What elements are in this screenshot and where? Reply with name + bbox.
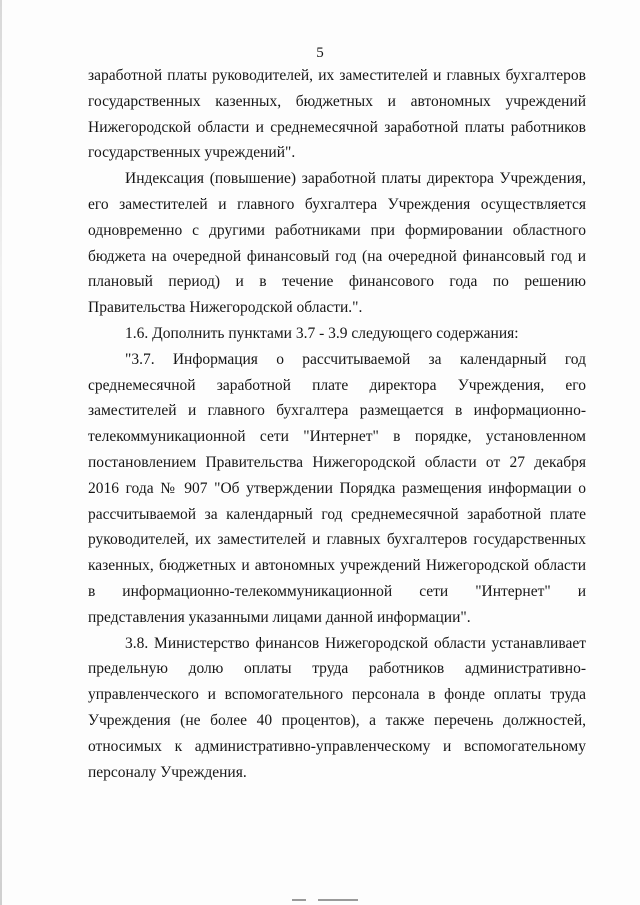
- text-line: "3.7. Информация о рассчитываемой за календарный год: [125, 350, 586, 368]
- text-line: заработной платы руководителей, их заместителей и главных бухгалтеров: [88, 67, 586, 84]
- text-line: заместителей и главного бухгалтера размещается в информационно-: [88, 402, 586, 420]
- scan-mark: [292, 899, 306, 901]
- scan-mark: [318, 899, 358, 901]
- text-line: относимых к административно-управленческому и вспомогательному: [88, 737, 586, 755]
- scan-edge-shadow: [0, 0, 2, 905]
- page-number: 5: [316, 45, 324, 61]
- text-line: бюджета на очередной финансовый год (на очередной финансовый год и: [88, 247, 586, 265]
- text-line: 2016 года № 907 "Об утверждении Порядка размещения информации о: [88, 479, 586, 497]
- text-line: постановлением Правительства Нижегородской области от 27 декабря: [88, 453, 586, 471]
- text-line: одновременно с другими работниками при формировании областного: [88, 221, 586, 239]
- text-line: предельную долю оплаты труда работников административно-: [88, 660, 586, 678]
- text-line: 1.6. Дополнить пунктами 3.7 - 3.9 следующего содержания:: [125, 324, 519, 342]
- text-line: персоналу Учреждения.: [88, 763, 247, 781]
- text-line: представления указанными лицами данной информации".: [88, 608, 471, 626]
- text-line: среднемесячной заработной плате директора Учреждения, его: [88, 376, 586, 394]
- text-line: Нижегородской области и среднемесячной заработной платы работников: [88, 118, 586, 136]
- text-line: его заместителей и главного бухгалтера Учреждения осуществляется: [88, 195, 586, 213]
- text-line: плановый период) и в течение финансового года по решению: [88, 273, 586, 291]
- text-line: рассчитываемой за календарный год среднемесячной заработной плате: [88, 505, 586, 523]
- text-line: казенных, бюджетных и автономных учреждений Нижегородской области: [88, 557, 586, 575]
- text-line: в информационно-телекоммуникационной сети "Интернет" и: [88, 582, 586, 600]
- text-line: Индексация (повышение) заработной платы директора Учреждения,: [125, 170, 586, 188]
- text-line: руководителей, их заместителей и главных бухгалтеров государственных: [88, 531, 586, 549]
- text-line: Правительства Нижегородской области.".: [88, 299, 363, 317]
- document-body: [88, 63, 586, 785]
- text-line: государственных учреждений".: [88, 144, 296, 162]
- text-line: телекоммуникационной сети "Интернет" в порядке, установленном: [88, 428, 586, 446]
- text-line: управленческого и вспомогательного персонала в фонде оплаты труда: [88, 686, 586, 704]
- text-line: 3.8. Министерство финансов Нижегородской области устанавливает: [125, 634, 586, 652]
- text-line: государственных казенных, бюджетных и автономных учреждений: [88, 92, 586, 110]
- text-line: Учреждения (не более 40 процентов), а также перечень должностей,: [88, 711, 586, 729]
